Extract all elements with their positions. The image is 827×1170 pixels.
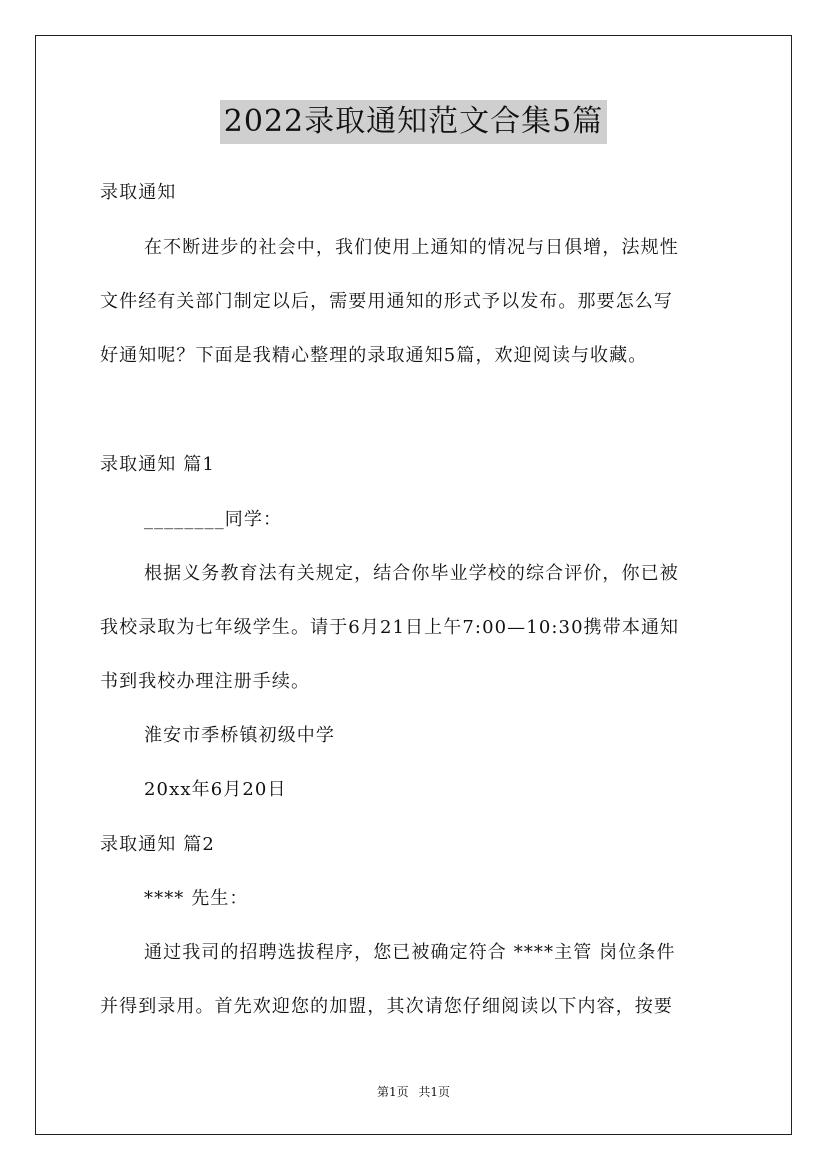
document-title: 2022录取通知范文合集5篇 (220, 100, 607, 144)
signature-date: 20xx年6月20日 (144, 779, 287, 800)
paragraph-line: 并得到录用。首先欢迎您的加盟，其次请您仔细阅读以下内容，按要 (100, 996, 673, 1017)
page-number: 第1页 (376, 1085, 409, 1099)
title-container (0, 100, 827, 144)
paragraph-line: 通过我司的招聘选拔程序，您已被确定符合 ****主管 岗位条件 (144, 942, 676, 963)
signature-school: 淮安市季桥镇初级中学 (144, 725, 335, 746)
paragraph-line: 在不断进步的社会中，我们使用上通知的情况与日俱增，法规性 (144, 237, 679, 258)
section-heading-1: 录取通知 篇1 (100, 454, 215, 475)
page-total: 共1页 (418, 1085, 451, 1099)
paragraph-line: 好通知呢？下面是我精心整理的录取通知5篇，欢迎阅读与收藏。 (100, 345, 648, 366)
salutation: **** 先生： (144, 888, 249, 909)
intro-heading: 录取通知 (100, 182, 177, 203)
page-footer (0, 1083, 827, 1100)
paragraph-line: 文件经有关部门制定以后，需要用通知的形式予以发布。那要怎么写 (100, 291, 673, 312)
paragraph-line: 书到我校办理注册手续。 (100, 671, 311, 692)
paragraph-line: 根据义务教育法有关规定，结合你毕业学校的综合评价，你已被 (144, 563, 679, 584)
section-heading-2: 录取通知 篇2 (100, 834, 215, 855)
paragraph-line: 我校录取为七年级学生。请于6月21日上午7:00—10:30携带本通知 (100, 617, 680, 638)
salutation: ________同学： (144, 509, 283, 530)
